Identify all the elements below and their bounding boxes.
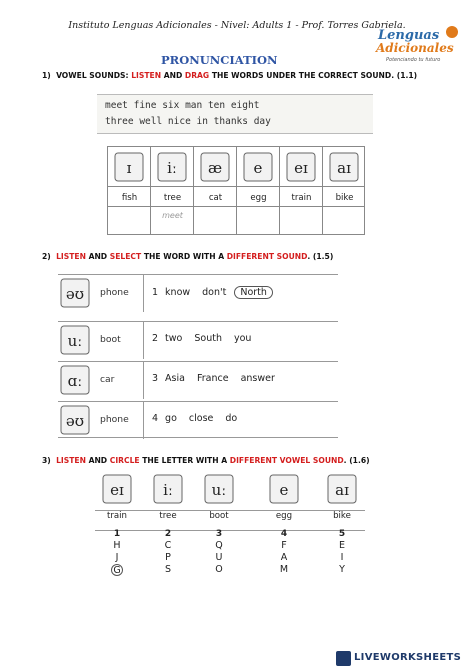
sound-word: phone bbox=[100, 287, 129, 298]
section3-instruction bbox=[42, 456, 370, 465]
letter-row bbox=[320, 564, 364, 575]
instruction-keyword: DRAG bbox=[184, 71, 210, 80]
sound-label: tree bbox=[159, 511, 177, 521]
drop-zone[interactable]: meet bbox=[162, 211, 183, 220]
sound-cell bbox=[279, 146, 322, 234]
word-option[interactable]: Asia bbox=[165, 373, 185, 384]
logo-tagline: Potenciando tu futuro bbox=[386, 57, 441, 63]
sound-symbol-icon bbox=[60, 325, 90, 355]
question-number: 4 bbox=[152, 413, 159, 424]
letter-option[interactable]: A bbox=[280, 552, 288, 563]
letter-column bbox=[197, 474, 241, 575]
word-bank-row[interactable]: three well nice in thanks day bbox=[105, 116, 271, 127]
sound-symbol-icon bbox=[204, 474, 234, 504]
sound-symbol-icon bbox=[114, 152, 144, 182]
divider bbox=[143, 362, 144, 399]
question-number: 2 bbox=[164, 529, 172, 539]
instruction-keyword: DIFFERENT SOUND bbox=[226, 252, 308, 261]
word-bank bbox=[97, 94, 373, 134]
sound-cell bbox=[236, 146, 279, 234]
instruction-keyword: DIFFERENT VOWEL SOUND bbox=[229, 456, 344, 465]
instruction-text: . (1.5) bbox=[307, 252, 334, 261]
instruction-text: THE LETTER WITH A bbox=[139, 456, 230, 465]
letter-row bbox=[95, 540, 139, 551]
word-option[interactable]: know bbox=[165, 287, 191, 298]
divider bbox=[143, 275, 144, 312]
instruction-text: THE WORD WITH A bbox=[141, 252, 227, 261]
svg-text:eɪ: eɪ bbox=[110, 481, 124, 499]
page-title: PRONUNCIATION bbox=[161, 53, 278, 67]
word-option[interactable]: South bbox=[194, 333, 222, 344]
letter-option[interactable]: H bbox=[113, 540, 121, 551]
svg-text:eɪ: eɪ bbox=[294, 159, 308, 177]
word-option[interactable]: two bbox=[165, 333, 183, 344]
word-options bbox=[150, 333, 261, 344]
question-row bbox=[58, 361, 338, 398]
letter-option[interactable]: G bbox=[111, 564, 123, 576]
letter-option[interactable]: O bbox=[215, 564, 223, 575]
word-option[interactable]: don't bbox=[202, 287, 227, 298]
svg-text:e: e bbox=[253, 159, 263, 177]
svg-text:ɑː: ɑː bbox=[67, 372, 83, 390]
sound-label: train bbox=[106, 511, 127, 521]
sound-label: egg bbox=[250, 193, 267, 203]
sound-label: egg bbox=[275, 511, 293, 521]
sound-cell bbox=[193, 146, 236, 234]
sound-symbol-icon bbox=[153, 474, 183, 504]
footer-brand: LIVEWORKSHEETS bbox=[354, 652, 462, 663]
letter-option[interactable]: F bbox=[281, 540, 287, 551]
sound-word: phone bbox=[100, 414, 129, 425]
letter-option[interactable]: I bbox=[340, 552, 344, 563]
question-number: 2 bbox=[152, 333, 159, 344]
sound-symbol-icon bbox=[60, 405, 90, 435]
word-options bbox=[150, 413, 247, 424]
word-option[interactable]: answer bbox=[240, 373, 275, 384]
letter-option[interactable]: Y bbox=[339, 564, 345, 575]
svg-text:æ: æ bbox=[207, 159, 223, 177]
instruction-keyword: LISTEN bbox=[131, 71, 162, 80]
logo-mid-text: Adicionales bbox=[376, 41, 454, 55]
instruction-text: AND bbox=[161, 71, 185, 80]
instruction-keyword: SELECT bbox=[109, 252, 142, 261]
letter-option[interactable]: P bbox=[165, 552, 171, 563]
sound-symbol-icon bbox=[286, 152, 316, 182]
logo bbox=[372, 26, 460, 68]
word-options bbox=[150, 373, 285, 384]
word-option[interactable]: you bbox=[233, 333, 252, 344]
instruction-text: . (1.6) bbox=[343, 456, 370, 465]
svg-text:əʊ: əʊ bbox=[65, 412, 85, 430]
question-number: 1 bbox=[113, 529, 121, 539]
instruction-keyword: LISTEN bbox=[56, 252, 86, 261]
letter-column bbox=[320, 474, 364, 575]
word-option[interactable]: North bbox=[234, 286, 273, 299]
instruction-text: AND bbox=[85, 252, 110, 261]
sound-cell bbox=[150, 146, 193, 234]
letter-option[interactable]: M bbox=[279, 564, 289, 575]
letter-row bbox=[95, 552, 139, 563]
letter-option[interactable]: E bbox=[338, 540, 345, 551]
sound-label: tree bbox=[163, 193, 182, 203]
instruction-text: THE WORDS UNDER THE CORRECT SOUND. (1.1) bbox=[209, 71, 418, 80]
sound-cell bbox=[322, 146, 365, 234]
letter-row bbox=[262, 552, 306, 563]
section1-instruction bbox=[42, 71, 417, 80]
svg-text:iː: iː bbox=[163, 481, 173, 499]
svg-text:aɪ: aɪ bbox=[337, 159, 351, 177]
svg-text:aɪ: aɪ bbox=[335, 481, 349, 499]
table-line bbox=[107, 234, 365, 235]
sound-symbol-icon bbox=[327, 474, 357, 504]
letter-row bbox=[146, 552, 190, 563]
sound-label: train bbox=[291, 193, 312, 203]
letter-row bbox=[197, 552, 241, 563]
sound-label: fish bbox=[121, 193, 138, 203]
logo-mark-icon bbox=[446, 26, 458, 38]
letter-column bbox=[262, 474, 306, 575]
sound-symbol-icon bbox=[243, 152, 273, 182]
logo-top-text: Lenguas bbox=[378, 28, 440, 43]
letter-option[interactable]: J bbox=[115, 552, 119, 563]
word-option[interactable]: do bbox=[225, 413, 238, 424]
word-bank-row[interactable]: meet fine six man ten eight bbox=[105, 100, 260, 111]
sound-label: cat bbox=[208, 193, 223, 203]
sound-symbol-icon bbox=[60, 365, 90, 395]
question-number: 1 bbox=[152, 287, 159, 298]
instruction-number: 1) bbox=[42, 71, 51, 80]
letter-row bbox=[320, 540, 364, 551]
svg-text:e: e bbox=[279, 481, 289, 499]
word-options bbox=[150, 286, 281, 299]
sound-symbol-icon bbox=[200, 152, 230, 182]
svg-text:uː: uː bbox=[211, 481, 227, 499]
question-number: 5 bbox=[338, 529, 346, 539]
section2-instruction bbox=[42, 252, 333, 261]
sound-symbol-icon bbox=[329, 152, 359, 182]
letter-option[interactable]: U bbox=[215, 552, 223, 563]
liveworksheets-logo-icon bbox=[336, 651, 351, 666]
instruction-keyword: LISTEN bbox=[56, 456, 86, 465]
question-row bbox=[58, 274, 338, 311]
letter-column bbox=[146, 474, 190, 575]
svg-text:əʊ: əʊ bbox=[65, 285, 85, 303]
letter-option[interactable]: Q bbox=[215, 540, 223, 551]
divider bbox=[143, 402, 144, 439]
divider bbox=[143, 322, 144, 359]
sound-symbol-icon bbox=[269, 474, 299, 504]
letter-row bbox=[95, 564, 139, 576]
question-number: 4 bbox=[280, 529, 288, 539]
question-row bbox=[58, 401, 338, 438]
svg-text:uː: uː bbox=[67, 332, 83, 350]
letter-row bbox=[197, 540, 241, 551]
sound-symbol-icon bbox=[102, 474, 132, 504]
letter-option[interactable]: S bbox=[164, 564, 172, 575]
sound-cell bbox=[107, 146, 150, 234]
header-line: Instituto Lenguas Adicionales - Nivel: Adults 1 - Prof. Torres Gabriela. bbox=[68, 20, 406, 31]
word-option[interactable]: close bbox=[188, 413, 214, 424]
word-option[interactable]: go bbox=[165, 413, 177, 424]
question-number: 3 bbox=[152, 373, 159, 384]
svg-text:iː: iː bbox=[167, 159, 177, 177]
letter-row bbox=[262, 564, 306, 575]
question-row bbox=[58, 321, 338, 358]
letter-row bbox=[146, 564, 190, 575]
letter-row bbox=[262, 540, 306, 551]
sound-label: bike bbox=[335, 193, 354, 203]
letter-row bbox=[146, 540, 190, 551]
instruction-text: VOWEL SOUNDS: bbox=[56, 71, 132, 80]
sound-symbol-icon bbox=[157, 152, 187, 182]
question-number: 3 bbox=[215, 529, 223, 539]
instruction-keyword: CIRCLE bbox=[109, 456, 140, 465]
instruction-number: 3) bbox=[42, 456, 51, 465]
letter-row bbox=[320, 552, 364, 563]
sound-word: car bbox=[100, 374, 115, 385]
letter-option[interactable]: C bbox=[164, 540, 172, 551]
instruction-text: AND bbox=[85, 456, 110, 465]
sound-label: bike bbox=[333, 511, 351, 521]
sound-word: boot bbox=[100, 334, 121, 345]
instruction-number: 2) bbox=[42, 252, 51, 261]
sound-label: boot bbox=[209, 511, 229, 521]
footer bbox=[0, 650, 474, 669]
svg-text:ɪ: ɪ bbox=[126, 159, 132, 177]
letter-row bbox=[197, 564, 241, 575]
word-option[interactable]: France bbox=[196, 373, 229, 384]
letter-column bbox=[95, 474, 139, 576]
sound-symbol-icon bbox=[60, 278, 90, 308]
